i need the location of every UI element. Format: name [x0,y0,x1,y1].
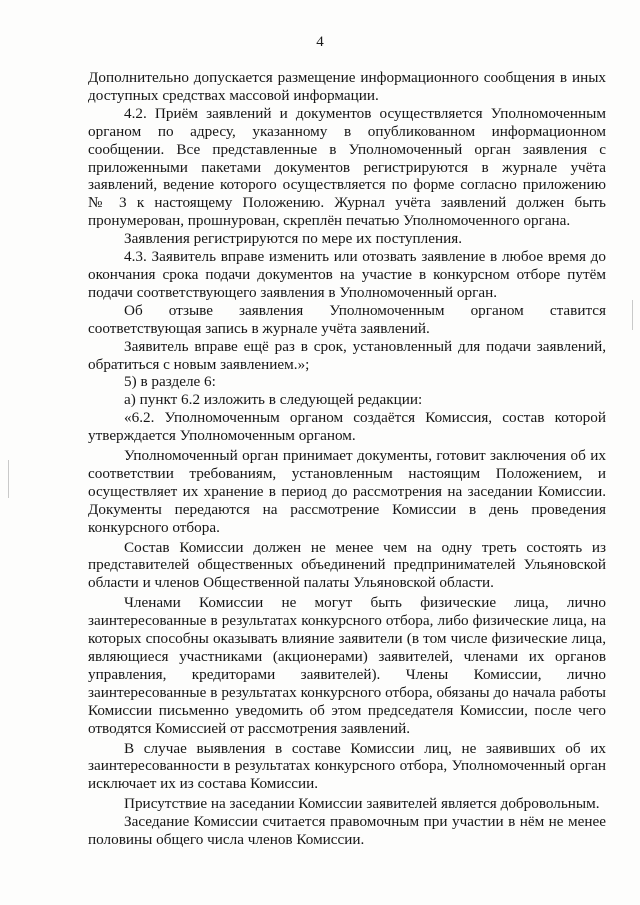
paragraph-6-2: «6.2. Уполномоченным органом создаётся Комиссия, состав которой утверждается Уполномоченным органом. [88,409,606,445]
paragraph-commission-composition: Состав Комиссии должен не менее чем на одну треть состоять из представителей общественных объединений предпринимателей Ульяновской области и членов Общественной палаты Ульяновской области. [88,538,606,592]
paragraph-4-3: 4.3. Заявитель вправе изменить или отозвать заявление в любое время до окончания срока подачи документов на участие в конкурсном отборе путём подачи соответствующего заявления в Уполномоченный орган. [88,248,606,301]
paragraph-quorum: Заседание Комиссии считается правомочным при участии в нём не менее половины общего числа членов Комиссии. [88,813,606,849]
scan-margin-mark [8,460,9,498]
paragraph-commission-members: Членами Комиссии не могут быть физические лица, лично заинтересованные в результатах конкурсного отбора, либо физические лица, на которых способны оказывать влияние заявители (в том числе физические лица, являющиеся участниками (акционерами) заявителей, членами их органов управления, кредиторами заявителей). Члены Комиссии, лично заинтересованные в результатах конкурсного отбора, обязаны до начала работы Комиссии письменно уведомить об этом председателя Комиссии, после чего отводятся Комиссией от рассмотрения заявлений. [88,594,606,737]
paragraph-authority-duties: Уполномоченный орган принимает документы, готовит заключения об их соответствии требованиям, установленным настоящим Положением, и осуществляет их хранение в период до рассмотрения на заседании Комиссии. Документы передаются на рассмотрение Комиссии в день проведения конкурсного отбора. [88,447,606,536]
paragraph-registration: Заявления регистрируются по мере их поступления. [124,230,462,248]
paragraph-withdrawal-record: Об отзыве заявления Уполномоченным органом ставится соответствующая запись в журнале учёта заявлений. [88,301,606,337]
paragraph-4-2: 4.2. Приём заявлений и документов осуществляется Уполномоченным органом по адресу, указанному в опубликованном информационном сообщении. Все представленные в Уполномоченный орган заявления с приложенными пакетами документов регистрируются в журнале учёта заявлений, ведение которого осуществляется по форме согласно приложению № 3 к настоящему Положению. Журнал учёта заявлений должен быть пронумерован, прошнурован, скреплён печатью Уполномоченного органа. [88,104,606,230]
paragraph-attendance: Присутствие на заседании Комиссии заявителей является добровольным. [124,795,600,813]
paragraph-media-info: Дополнительно допускается размещение информационного сообщения в иных доступных средствах массовой информации. [88,69,606,104]
page-number: 4 [316,34,324,50]
paragraph-exclusion: В случае выявления в составе Комиссии лиц, не заявивших об их заинтересованности в результатах конкурсного отбора, Уполномоченный орган исключает их из состава Комиссии. [88,739,606,793]
paragraph-item-6-2-intro: а) пункт 6.2 изложить в следующей редакции: [124,391,423,409]
document-body [88,69,606,849]
scan-margin-mark [632,300,633,330]
paragraph-section-6: 5) в разделе 6: [124,373,216,391]
paragraph-resubmission: Заявитель вправе ещё раз в срок, установленный для подачи заявлений, обратиться с новым заявлением.»; [88,337,606,373]
